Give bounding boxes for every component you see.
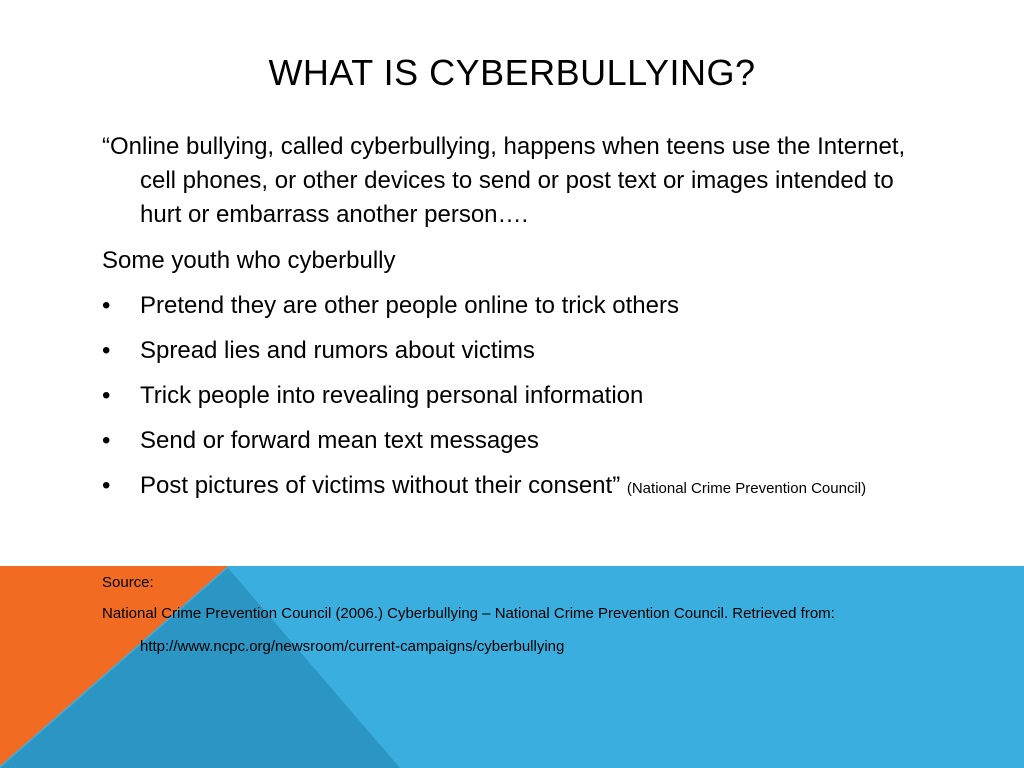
list-item [102, 334, 922, 368]
source-url: http://www.ncpc.org/newsroom/current-campaigns/cyberbullying [140, 638, 565, 655]
list-item-text: Send or forward mean text messages [140, 427, 539, 454]
list-item [102, 469, 922, 503]
source-label: Source: [102, 574, 154, 591]
bullet-marker: • [102, 337, 111, 364]
slide-title: WHAT IS CYBERBULLYING? [268, 52, 756, 93]
list-item [102, 289, 922, 323]
source-reference: National Crime Prevention Council (2006.) Cyberbullying – National Crime Prevention Council. Retrieved from: [102, 605, 835, 622]
bullet-marker: • [102, 292, 111, 319]
list-item [102, 424, 922, 458]
bullet-marker: • [102, 472, 111, 499]
bullet-marker: • [102, 382, 111, 409]
slide-body [102, 130, 922, 514]
definition-quote: “Online bullying, called cyberbullying, happens when teens use the Internet, cell phones, or other devices to send or post text or images intended to hurt or embarrass another person…. [102, 133, 906, 228]
list-item-text: Spread lies and rumors about victims [140, 337, 535, 364]
intro-line: Some youth who cyberbully [102, 247, 396, 274]
source-block [102, 574, 982, 655]
list-item-text: Trick people into revealing personal information [140, 382, 644, 409]
citation: (National Crime Prevention Council) [626, 480, 867, 497]
list-item-text: Pretend they are other people online to trick others [140, 292, 679, 319]
list-item-text: Post pictures of victims without their consent” [140, 472, 621, 499]
list-item [102, 379, 922, 413]
bullet-marker: • [102, 427, 111, 454]
